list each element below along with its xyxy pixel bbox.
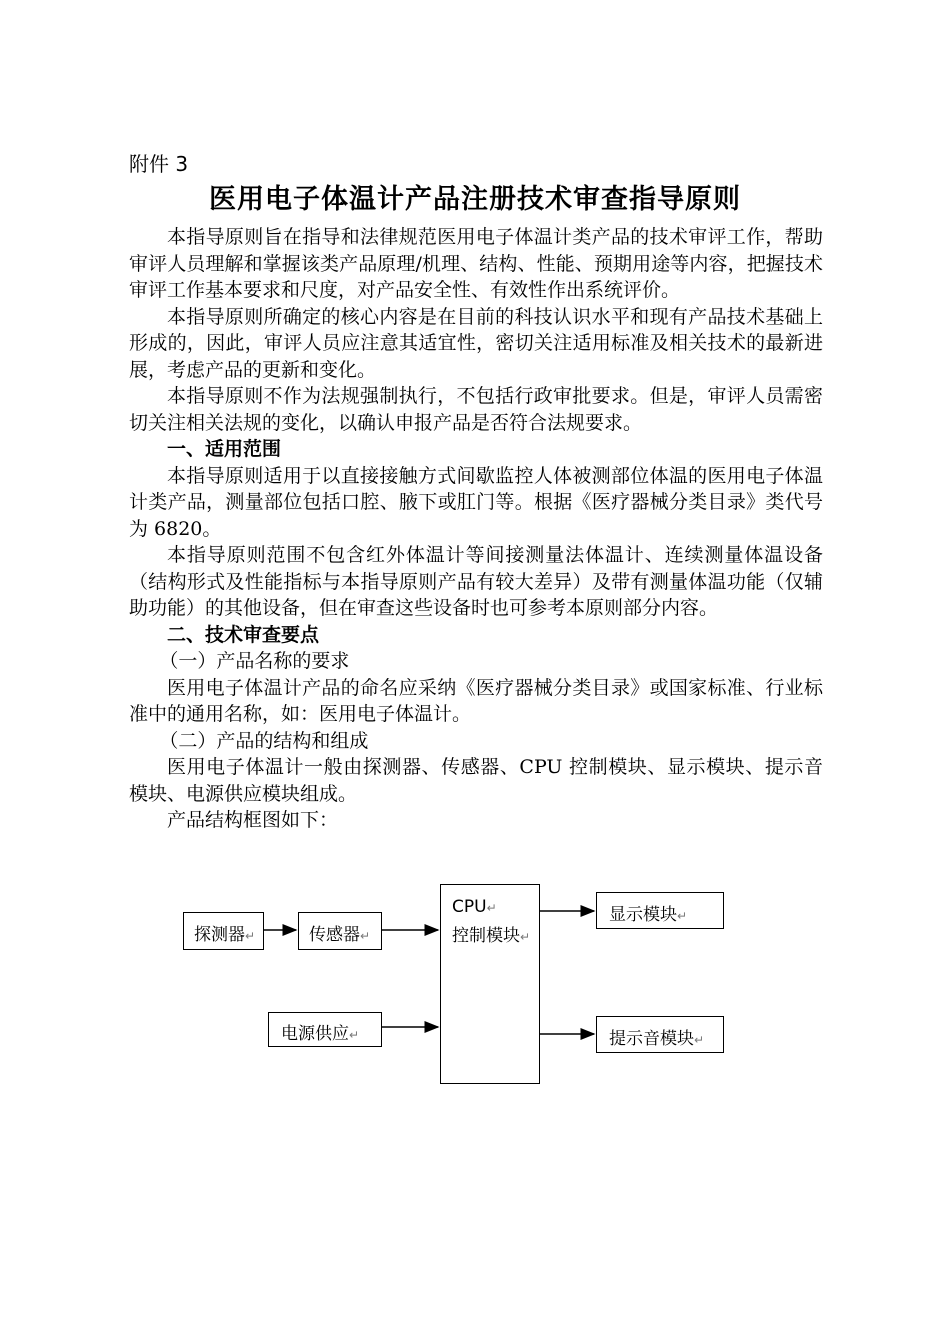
heading-review-points: 二、技术审查要点 — [167, 623, 320, 646]
return-mark: ↵ — [349, 1028, 360, 1042]
cpu-box — [440, 884, 540, 1084]
paragraph-structure: 医用电子体温计一般由探测器、传感器、CPU 控制模块、显示模块、提示音模块、电源供应模块组成。 — [129, 756, 823, 805]
subheading-product-name: （一）产品名称的要求 — [159, 650, 350, 672]
paragraph-purpose: 本指导原则旨在指导和法律规范医用电子体温计类产品的技术审评工作，帮助审评人员理解和掌握该类产品原理/机理、结构、性能、预期用途等内容，把握技术审评工作基本要求和尺度，对产品安全性、有效性作出系统评价。 — [129, 226, 823, 301]
return-mark: ↵ — [677, 909, 688, 923]
sensor-label: 传感器 — [309, 925, 360, 945]
paragraph-not-mandatory: 本指导原则不作为法规强制执行，不包括行政审批要求。但是，审评人员需密切关注相关法规的变化，以确认申报产品是否符合法规要求。 — [129, 385, 823, 434]
beeper-box — [596, 1016, 724, 1053]
paragraph-scope-exclusion: 本指导原则范围不包含红外体温计等间接测量法体温计、连续测量体温设备（结构形式及性能指标与本指导原则产品有较大差异）及带有测量体温功能（仅辅助功能）的其他设备，但在审查这些设备时也可参考本原则部分内容。 — [129, 544, 823, 619]
power-label: 电源供应 — [281, 1024, 349, 1044]
sensor-box — [298, 912, 382, 950]
power-box — [268, 1012, 382, 1047]
paragraph-core-content: 本指导原则所确定的核心内容是在目前的科技认识水平和现有产品技术基础上形成的，因此，审评人员应注意其适宜性，密切关注适用标准及相关技术的最新进展，考虑产品的更新和变化。 — [129, 305, 823, 381]
attachment-label: 附件 3 — [129, 152, 189, 176]
return-mark: ↵ — [694, 1033, 705, 1047]
paragraph-diagram-intro: 产品结构框图如下： — [167, 809, 339, 831]
document-title: 医用电子体温计产品注册技术审查指导原则 — [209, 184, 741, 215]
cpu-label-line1: CPU — [452, 897, 487, 917]
display-label: 显示模块 — [609, 905, 677, 925]
return-mark: ↵ — [520, 930, 531, 944]
probe-box — [183, 912, 264, 950]
cpu-label-line2: 控制模块 — [452, 926, 520, 946]
probe-label: 探测器 — [194, 925, 245, 945]
heading-scope: 一、适用范围 — [167, 438, 282, 460]
paragraph-scope: 本指导原则适用于以直接接触方式间歇监控人体被测部位体温的医用电子体温计类产品，测量部位包括口腔、腋下或肛门等。根据《医疗器械分类目录》类代号为 6820。 — [129, 464, 823, 540]
subheading-structure: （二）产品的结构和组成 — [159, 729, 369, 752]
return-mark: ↵ — [245, 929, 256, 943]
beeper-label: 提示音模块 — [609, 1029, 694, 1049]
display-box — [596, 892, 724, 929]
return-mark: ↵ — [360, 929, 371, 943]
return-mark: ↵ — [486, 901, 497, 915]
paragraph-product-name: 医用电子体温计产品的命名应采纳《医疗器械分类目录》或国家标准、行业标准中的通用名称，如：医用电子体温计。 — [129, 676, 823, 725]
